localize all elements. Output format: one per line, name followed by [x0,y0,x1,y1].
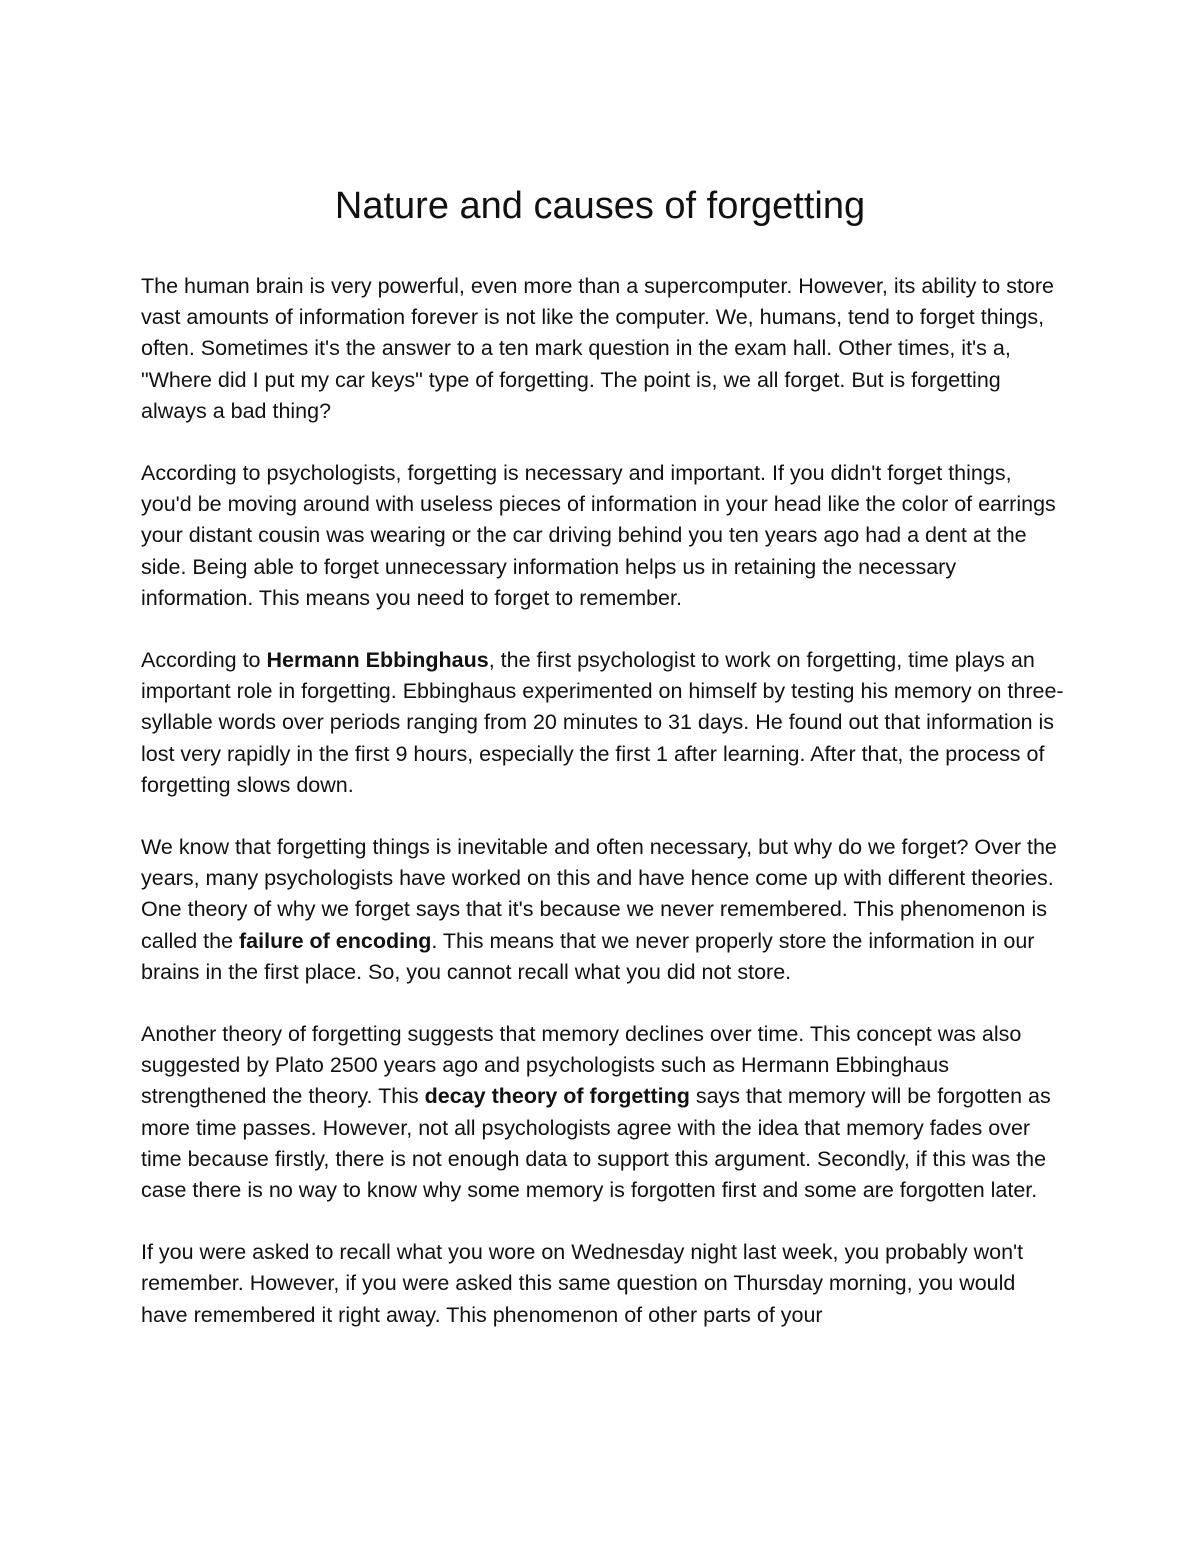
document-body [141,271,1066,1362]
emphasis-term: Hermann Ebbinghaus [266,648,489,673]
paragraph-text: says that memory will be forgotten as more time passes. However, not all psychologists agree with the idea that memory fades over time because firstly, there is not enough data to support this argument. Secondly, if this was the case there is no way to know why some memory is forgotten first and some are forgotten later. [141,1084,1051,1203]
paragraph-necessity: According to psychologists, forgetting is necessary and important. If you didn't forget things, you'd be moving around with useless pieces of information in your head like the color of earrings your distant cousin was wearing or the car driving behind you ten years ago had a dent at the side. Being able to forget unnecessary information helps us in retaining the necessary information. This means you need to forget to remember. [141,461,1056,610]
paragraph-encoding [141,832,1066,988]
paragraph-decay [141,1019,1066,1206]
paragraph-text: , the first psychologist to work on forgetting, time plays an important role in forgetting. Ebbinghaus experimented on himself by testing his memory on three-syllable words over periods ranging from 20 minutes to 31 days. He found out that information is lost very rapidly in the first 9 hours, especially the first 1 after learning. After that, the process of forgetting slows down. [141,648,1064,797]
paragraph-text: . This means that we never properly store the information in our brains in the first place. So, you cannot recall what you did not store. [141,928,1035,984]
paragraph-intro: The human brain is very powerful, even more than a supercomputer. However, its ability to store vast amounts of information forever is not like the computer. We, humans, tend to forget things, often. Sometimes it's the answer to a ten mark question in the exam hall. Other times, it's a, "Where did I put my car keys" type of forgetting. The point is, we all forget. But is forgetting always a bad thing? [141,274,1054,423]
emphasis-term: decay theory of forgetting [424,1084,690,1109]
paragraph-ebbinghaus [141,645,1066,801]
emphasis-term: failure of encoding [239,928,432,953]
paragraph-text: We know that forgetting things is inevitable and often necessary, but why do we forget? Over the years, many psychologists have worked on this and have hence come up with different theories. One theory of why we forget says that it's because we never remembered. This phenomenon is called the [141,835,1057,953]
document-title: Nature and causes of forgetting [334,185,866,227]
paragraph-text: Another theory of forgetting suggests that memory declines over time. This concept was also suggested by Plato 2500 years ago and psychologists such as Hermann Ebbinghaus strengthened the theory. This [141,1022,1022,1109]
paragraph-interference: If you were asked to recall what you wore on Wednesday night last week, you probably won't remember. However, if you were asked this same question on Thursday morning, you would have remembered it right away. This phenomenon of other parts of your [141,1240,1024,1327]
paragraph-text: According to [141,648,267,673]
